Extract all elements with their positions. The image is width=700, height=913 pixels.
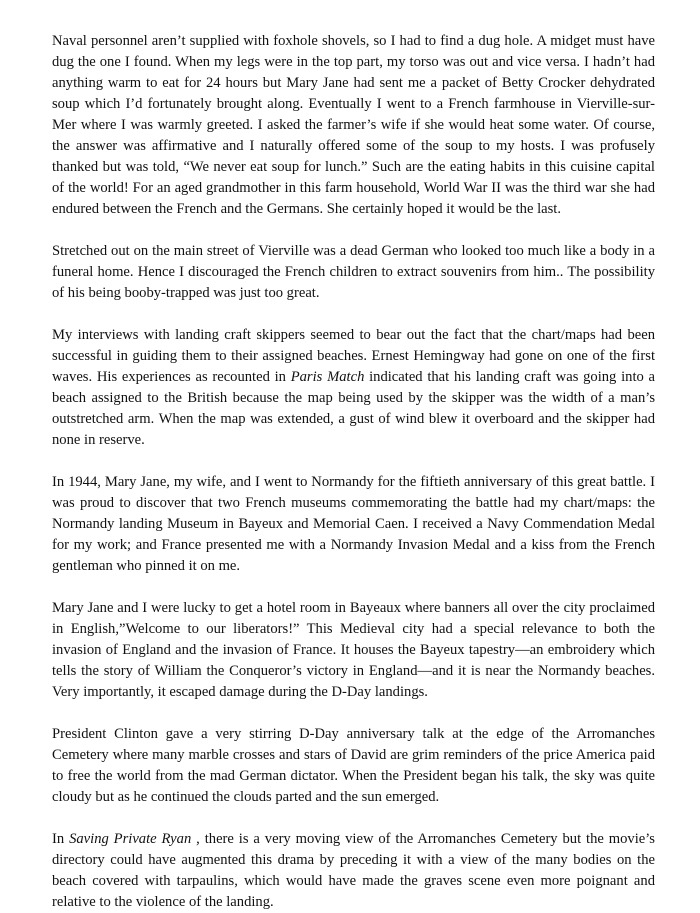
- paragraph-dead-german: [52, 241, 655, 304]
- paragraph-text: , there is a very moving view of the Arromanches Cemetery but the movie’s directory could have augmented this drama by preceding it with a view of the many bodies on the beach covered with tarpaulins, which would have made the graves scene even more poignant and relative to the violence of the landing.: [52, 831, 655, 910]
- paragraph-hemingway: [52, 325, 655, 451]
- paragraph-text: President Clinton gave a very stirring D-Day anniversary talk at the edge of the Arromanches Cemetery where many marble crosses and stars of David are grim reminders of the price America paid to free the world from the mad German dictator. When the President began his talk, the sky was quite cloudy but as he continued the clouds parted and the sun emerged.: [52, 726, 655, 805]
- saving-private-ryan-title: Saving Private Ryan: [69, 831, 192, 847]
- paragraph-text: Stretched out on the main street of Vierville was a dead German who looked too much like a body in a funeral home. Hence I discouraged the French children to extract souvenirs from him.. The possibility of his being booby-trapped was just too great.: [52, 243, 655, 301]
- paragraph-text: In 1944, Mary Jane, my wife, and I went to Normandy for the fiftieth anniversary of this great battle. I was proud to discover that two French museums commemorating the battle had my chart/maps: the Normandy landing Museum in Bayeux and Memorial Caen. I received a Navy Commendation Medal for my work; and France presented me with a Normandy Invasion Medal and a kiss from the French gentleman who pinned it on me.: [52, 474, 655, 574]
- paragraph-anniversary: [52, 472, 655, 577]
- paragraph-saving-private-ryan: [52, 829, 655, 913]
- paragraph-clinton: [52, 724, 655, 808]
- paragraph-bayeux: [52, 598, 655, 703]
- paragraph-text: Naval personnel aren’t supplied with foxhole shovels, so I had to find a dug hole. A midget must have dug the one I found. When my legs were in the top part, my torso was out and vice versa. I hadn’t had anything warm to eat for 24 hours but Mary Jane had sent me a packet of Betty Crocker dehydrated soup which I’d fortunately brought along. Eventually I went to a French farmhouse in Vierville-sur-Mer where I was warmly greeted. I asked the farmer’s wife if she would heat some water. Of course, the answer was affirmative and I naturally offered some of the soup to my hosts. I was profusely thanked but was told, “We never eat soup for lunch.” Such are the eating habits in this cuisine capital of the world! For an aged grandmother in this farm household, World War II was the third war she had endured between the French and the Germans. She certainly hoped it would be the last.: [52, 33, 655, 217]
- document-page: [52, 31, 655, 913]
- paragraph-text: In: [52, 831, 70, 847]
- paragraph-foxhole-soup: [52, 31, 655, 220]
- paragraph-text: Mary Jane and I were lucky to get a hotel room in Bayeaux where banners all over the city proclaimed in English,”Welcome to our liberators!” This Medieval city had a special relevance to both the invasion of England and the invasion of France. It houses the Bayeux tapestry—an embroidery which tells the story of William the Conqueror’s victory in England—and it is near the Normandy beaches. Very importantly, it escaped damage during the D-Day landings.: [52, 600, 655, 700]
- paragraph-text: indicated that his landing craft was going into a beach assigned to the British because the map being used by the skipper was the width of a man’s outstretched arm. When the map was extended, a gust of wind blew it overboard and the skipper had none in reserve.: [52, 369, 656, 448]
- paris-match-title: Paris Match: [290, 369, 365, 385]
- paragraph-text: My interviews with landing craft skippers seemed to bear out the fact that the chart/maps had been successful in guiding them to their assigned beaches. Ernest Hemingway had gone on one of the first waves. His experiences as recounted in: [52, 327, 655, 385]
